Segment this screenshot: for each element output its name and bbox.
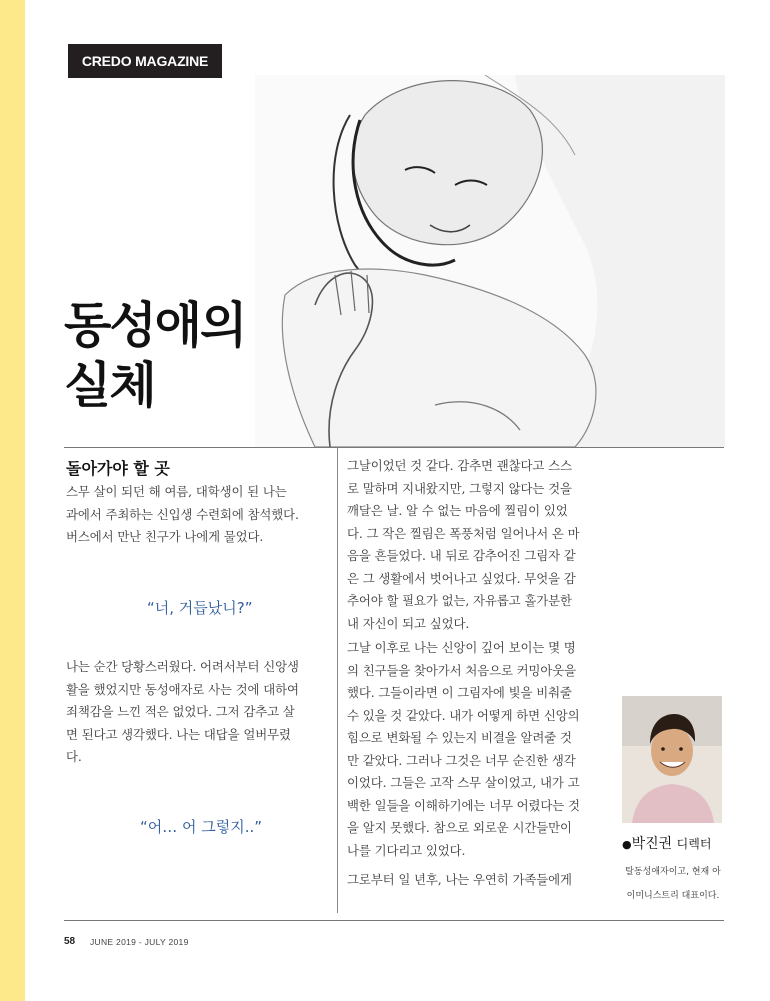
- text-line: 나를 기다리고 있었다.: [347, 842, 466, 858]
- bottom-divider: [64, 920, 724, 921]
- text-line: 버스에서 만난 친구가 나에게 물었다.: [66, 529, 264, 544]
- decorative-yellow-bar: [0, 0, 25, 1001]
- text-line: 의 친구들을 찾아가서 처음으로 커밍아웃을: [347, 662, 577, 678]
- text-line: 했다. 그들이라면 이 그림자에 빛을 비춰줄: [347, 685, 572, 700]
- text-line: 만 같았다. 그러나 그것은 너무 순진한 생각: [347, 752, 576, 768]
- text-line: 힘으로 변화될 수 있는지 비결을 알려줄 것: [347, 730, 572, 745]
- text-line: 죄책감을 느낀 적은 없었다. 그저 감추고 살: [66, 704, 295, 719]
- section-heading: 돌아가야 할 곳: [66, 459, 170, 478]
- author-byline: [622, 833, 711, 853]
- text-line: 백한 일들을 이해하기에는 너무 어렸다는 것: [347, 797, 580, 813]
- bullet-icon: ●: [622, 838, 632, 851]
- left-paragraph-1: [66, 481, 299, 549]
- author-name: 박진권: [631, 836, 673, 852]
- text-line: 면 된다고 생각했다. 나는 대답을 얼버무렸: [66, 726, 291, 742]
- column-divider: [337, 448, 338, 913]
- right-paragraph-1: [347, 455, 580, 635]
- text-line: 은 그 생활에서 벗어나고 싶었다. 무엇을 감: [347, 570, 576, 586]
- author-role: 디렉터: [676, 837, 712, 851]
- text-line: 그로부터 일 년후, 나는 우연히 가족들에게: [347, 872, 572, 887]
- text-line: 수 있을 것 같았다. 내가 어떻게 하면 신앙의: [347, 707, 580, 723]
- text-line: 스무 살이 되던 해 여름, 대학생이 된 나는: [66, 484, 287, 499]
- text-line: 추어야 할 필요가 없는, 자유롭고 홀가분한: [347, 593, 572, 608]
- page-number: 58: [64, 936, 76, 947]
- text-line: 깨달은 날. 알 수 없는 마음에 찔림이 있었: [347, 503, 568, 518]
- right-paragraph-2: [347, 637, 580, 862]
- title-line-1: 동성애의: [64, 297, 246, 354]
- text-line: 다.: [66, 749, 82, 764]
- text-line: 다. 그 작은 찔림은 폭풍처럼 일어나서 온 마: [347, 525, 580, 541]
- magazine-name-tag: CREDO MAGAZINE: [68, 44, 222, 78]
- text-line: 활을 했었지만 동성애자로 사는 것에 대하여: [66, 681, 299, 697]
- quote-1: “너, 거듭났니?”: [147, 599, 253, 617]
- text-line: 내 자신이 되고 싶었다.: [347, 615, 470, 631]
- issue-date: JUNE 2019 - JULY 2019: [90, 937, 189, 947]
- text-line: 과에서 주최하는 신입생 수련회에 참석했다.: [66, 506, 299, 522]
- hero-image-couple-sketch: [255, 75, 725, 447]
- title-line-2: 실체: [64, 357, 155, 414]
- text-line: 그날 이후로 나는 신앙이 깊어 보이는 몇 명: [347, 640, 576, 655]
- text-line: 로 말하며 지내왔지만, 그렇지 않다는 것을: [347, 480, 572, 496]
- author-photo: [622, 696, 722, 823]
- text-line: 나는 순간 당황스러웠다. 어려서부터 신앙생: [66, 659, 299, 674]
- text-line: 을 알지 못했다. 참으로 외로운 시간들만이: [347, 820, 572, 835]
- right-paragraph-3: [347, 869, 572, 892]
- top-divider: [64, 447, 724, 448]
- text-line: 음을 흔들었다. 내 뒤로 감추어진 그림자 같: [347, 548, 576, 563]
- text-line: 그날이었던 것 같다. 감추면 괜찮다고 스스: [347, 458, 572, 473]
- author-caption-line-2: 이미니스트리 대표이다.: [626, 891, 720, 901]
- text-line: 이었다. 그들은 고작 스무 살이었고, 내가 고: [347, 775, 580, 790]
- left-paragraph-2: [66, 656, 299, 769]
- article-title: [64, 296, 245, 416]
- quote-2: “어… 어 그렇지..”: [140, 818, 263, 836]
- author-caption-line-1: 탈동성애자이고, 현재 아: [625, 867, 721, 877]
